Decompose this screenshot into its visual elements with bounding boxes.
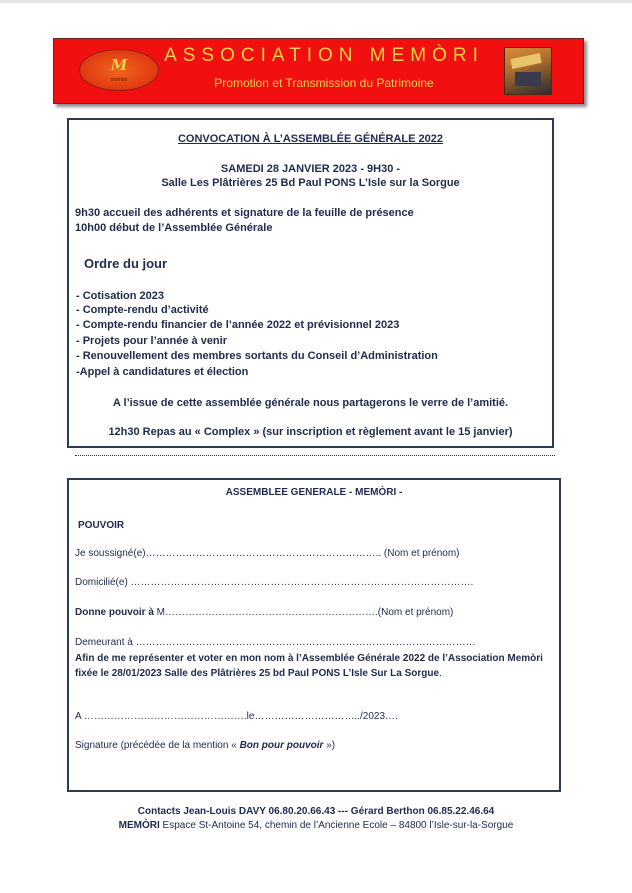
header-banner (53, 38, 584, 104)
soussigne-field[interactable]: Je soussigné(e)…………………………………………………………….. (Nom et prénom) (75, 548, 460, 559)
agenda-item: - Cotisation 2023 (76, 290, 165, 302)
lieu-date-field[interactable]: A ………………………………………….le…………………………../2023…. (75, 711, 398, 722)
cut-line-separator (75, 455, 555, 456)
represent-text-line2 (75, 667, 442, 680)
agenda-item: - Renouvellement des membres sortants du Conseil d’Administration (76, 350, 438, 362)
agenda-item: - Compte-rendu d’activité (76, 304, 209, 316)
meeting-place: Salle Les Plâtrières 25 Bd Paul PONS L’Isle sur la Sorgue (161, 177, 460, 189)
pouvoir-header: ASSEMBLEE GENERALE - MEMÒRI - (225, 487, 403, 498)
demeurant-field[interactable]: Demeurant à ………………………………………………………………………………………… (75, 637, 476, 648)
signature-mention: Bon pour pouvoir (239, 740, 324, 751)
footer-address (0, 819, 632, 833)
domicilie-field[interactable]: Domicilié(e) …………………………………………………………………………………………. (75, 577, 474, 588)
donne-pouvoir-value: M……………………………………………………….(Nom et prénom) (156, 607, 454, 618)
agenda-item: -Appel à candidatures et élection (76, 366, 249, 378)
signature-post: ») (323, 740, 336, 751)
convocation-box (67, 118, 554, 448)
represent-text-bold: fixée le 28/01/2023 Salle des Plâtrières 25 bd Paul PONS L’Isle Sur La Sorgue (75, 668, 440, 679)
schedule-item: 9h30 accueil des adhérents et signature de la feuille de présence (75, 207, 414, 219)
association-logo (79, 49, 159, 91)
logo-sub: memòri (110, 77, 128, 83)
agenda-item: - Compte-rendu financier de l’année 2022 et prévisionnel 2023 (76, 319, 400, 331)
heritage-photo-icon (504, 47, 552, 95)
top-edge (0, 0, 632, 3)
represent-text-line1: Afin de me représenter et voter en mon nom à l’Assemblée Générale 2022 de l’Association Memòri (75, 653, 543, 664)
signature-line[interactable] (75, 739, 335, 752)
convocation-title: CONVOCATION À L’ASSEMBLÉE GÉNÉRALE 2022 (177, 133, 444, 145)
footer-address-text: Espace St-Antoine 54, chemin de l’Ancienne Ecole – 84800 l’Isle-sur-la-Sorgue (159, 820, 514, 831)
association-title: ASSOCIATION MEMÒRI (164, 45, 484, 66)
donne-pouvoir-field[interactable] (75, 606, 453, 619)
logo-mark: M (110, 56, 128, 74)
pouvoir-box (67, 478, 561, 792)
donne-pouvoir-label: Donne pouvoir à (75, 607, 157, 618)
closing-note: A l’issue de cette assemblée générale nous partagerons le verre de l’amitié. (112, 397, 509, 409)
pouvoir-title: POUVOIR (78, 520, 125, 531)
meeting-date: SAMEDI 28 JANVIER 2023 - 9H30 - (220, 163, 401, 175)
meal-note: 12h30 Repas au « Complex » (sur inscription et règlement avant le 15 janvier) (108, 426, 513, 438)
represent-text-end: . (439, 668, 442, 679)
signature-pre: Signature (précédée de la mention « (75, 740, 240, 751)
footer-address-name: MEMÒRI (118, 820, 160, 831)
schedule-item: 10h00 début de l’Assemblée Générale (75, 222, 273, 234)
agenda-title: Ordre du jour (84, 256, 168, 271)
footer-contacts: Contacts Jean-Louis DAVY 06.80.20.66.43 --- Gérard Berthon 06.85.22.46.64 (137, 806, 495, 817)
association-subtitle: Promotion et Transmission du Patrimoine (214, 76, 434, 90)
agenda-item: - Projets pour l’année à venir (76, 335, 227, 347)
